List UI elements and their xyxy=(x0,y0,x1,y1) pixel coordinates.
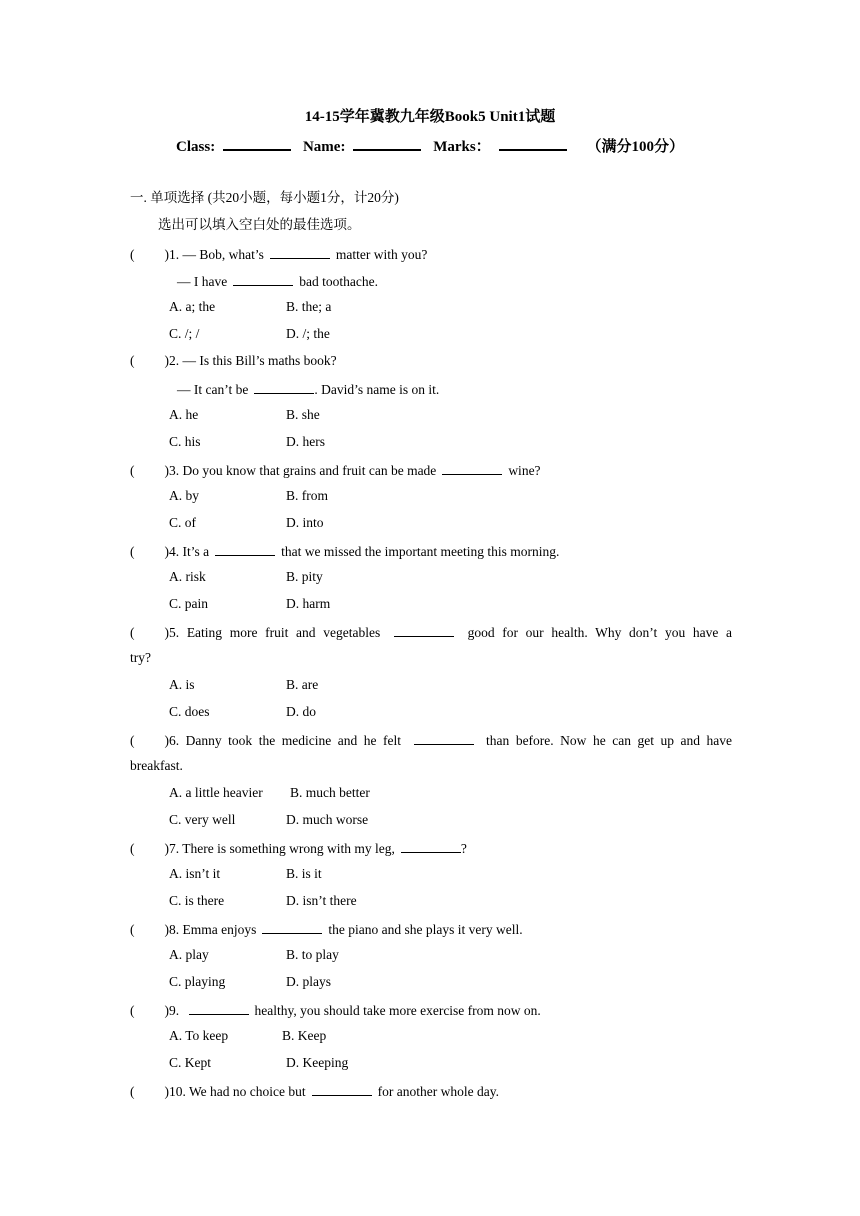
option[interactable]: C. Kept xyxy=(169,1055,211,1070)
option[interactable]: B. are xyxy=(286,677,319,692)
option[interactable]: B. much better xyxy=(290,785,370,800)
fill-blank[interactable] xyxy=(394,622,454,637)
option[interactable]: D. into xyxy=(286,515,324,530)
option[interactable]: C. very well xyxy=(169,812,236,827)
fill-blank[interactable] xyxy=(414,730,474,745)
option[interactable]: A. by xyxy=(169,488,199,503)
question-3: ( )3. Do you know that grains and fruit can be made wine? xyxy=(130,460,541,480)
question-9: ( )9. healthy, you should take more exercise from now on. xyxy=(130,1000,541,1020)
option[interactable]: A. he xyxy=(169,407,199,422)
option[interactable]: D. plays xyxy=(286,974,331,989)
question-5-wrap: try? xyxy=(130,650,151,665)
option[interactable]: C. is there xyxy=(169,893,225,908)
option[interactable]: A. play xyxy=(169,947,209,962)
name-label: Name: xyxy=(302,139,346,155)
marks-label: Marks： xyxy=(433,139,491,155)
question-4: ( )4. It’s a that we missed the important meeting this morning. xyxy=(130,541,559,561)
option[interactable]: A. is xyxy=(169,677,195,692)
fill-blank[interactable] xyxy=(233,271,293,286)
fill-blank[interactable] xyxy=(401,838,461,853)
option[interactable]: B. she xyxy=(286,407,320,422)
option[interactable]: A. risk xyxy=(169,569,206,584)
marks-blank[interactable] xyxy=(499,135,567,151)
option[interactable]: D. hers xyxy=(286,434,325,449)
question-8: ( )8. Emma enjoys the piano and she plays it very well. xyxy=(130,919,523,939)
option[interactable]: B. to play xyxy=(286,947,339,962)
student-info-line xyxy=(0,135,860,157)
fill-blank[interactable] xyxy=(262,919,322,934)
option[interactable]: C. his xyxy=(169,434,201,449)
option[interactable]: D. do xyxy=(286,704,316,719)
option[interactable]: A. isn’t it xyxy=(169,866,221,881)
option[interactable]: D. Keeping xyxy=(286,1055,349,1070)
name-blank[interactable] xyxy=(353,135,421,151)
option[interactable]: C. pain xyxy=(169,596,208,611)
option[interactable]: A. To keep xyxy=(169,1028,229,1043)
option[interactable]: D. /; the xyxy=(286,326,330,341)
option[interactable]: C. /; / xyxy=(169,326,200,341)
option[interactable]: A. a little heavier xyxy=(169,785,263,800)
question-7: ( )7. There is something wrong with my leg, ? xyxy=(130,838,467,858)
fill-blank[interactable] xyxy=(270,244,330,259)
option[interactable]: C. does xyxy=(169,704,210,719)
fill-blank[interactable] xyxy=(189,1000,249,1015)
option[interactable]: B. the; a xyxy=(286,299,332,314)
option[interactable]: D. isn’t there xyxy=(286,893,357,908)
question-1: ( )1. — Bob, what’s matter with you? xyxy=(130,244,427,264)
question-10: ( )10. We had no choice but for another whole day. xyxy=(130,1081,499,1101)
question-1-line2: — I have bad toothache. xyxy=(177,271,378,291)
question-5: ( )5. Eating more fruit and vegetables good for our health. Why don’t you have a xyxy=(130,622,732,642)
option[interactable]: D. much worse xyxy=(286,812,369,827)
full-marks-note: （满分100分） xyxy=(586,139,684,155)
option[interactable]: B. pity xyxy=(286,569,323,584)
option[interactable]: C. playing xyxy=(169,974,226,989)
question-2: ( )2. — Is this Bill’s maths book? xyxy=(130,353,337,368)
fill-blank[interactable] xyxy=(254,379,314,394)
option[interactable]: A. a; the xyxy=(169,299,216,314)
fill-blank[interactable] xyxy=(215,541,275,556)
fill-blank[interactable] xyxy=(312,1081,372,1096)
option[interactable]: D. harm xyxy=(286,596,331,611)
question-6-wrap: breakfast. xyxy=(130,758,183,773)
option[interactable]: C. of xyxy=(169,515,196,530)
exam-title: 14-15学年冀教九年级Book5 Unit1试题 xyxy=(304,109,556,125)
option[interactable]: B. is it xyxy=(286,866,322,881)
class-label: Class: xyxy=(176,139,216,155)
question-6: ( )6. Danny took the medicine and he felt than before. Now he can get up and have xyxy=(130,730,732,750)
section-heading: 一. 单项选择 (共20小题，每小题1分，计20分) xyxy=(130,190,399,205)
option[interactable]: B. from xyxy=(286,488,328,503)
option[interactable]: B. Keep xyxy=(282,1028,327,1043)
class-blank[interactable] xyxy=(223,135,291,151)
fill-blank[interactable] xyxy=(442,460,502,475)
section-instruction: 选出可以填入空白处的最佳选项。 xyxy=(158,217,361,232)
question-2-line2: — It can’t be . David’s name is on it. xyxy=(177,379,439,399)
